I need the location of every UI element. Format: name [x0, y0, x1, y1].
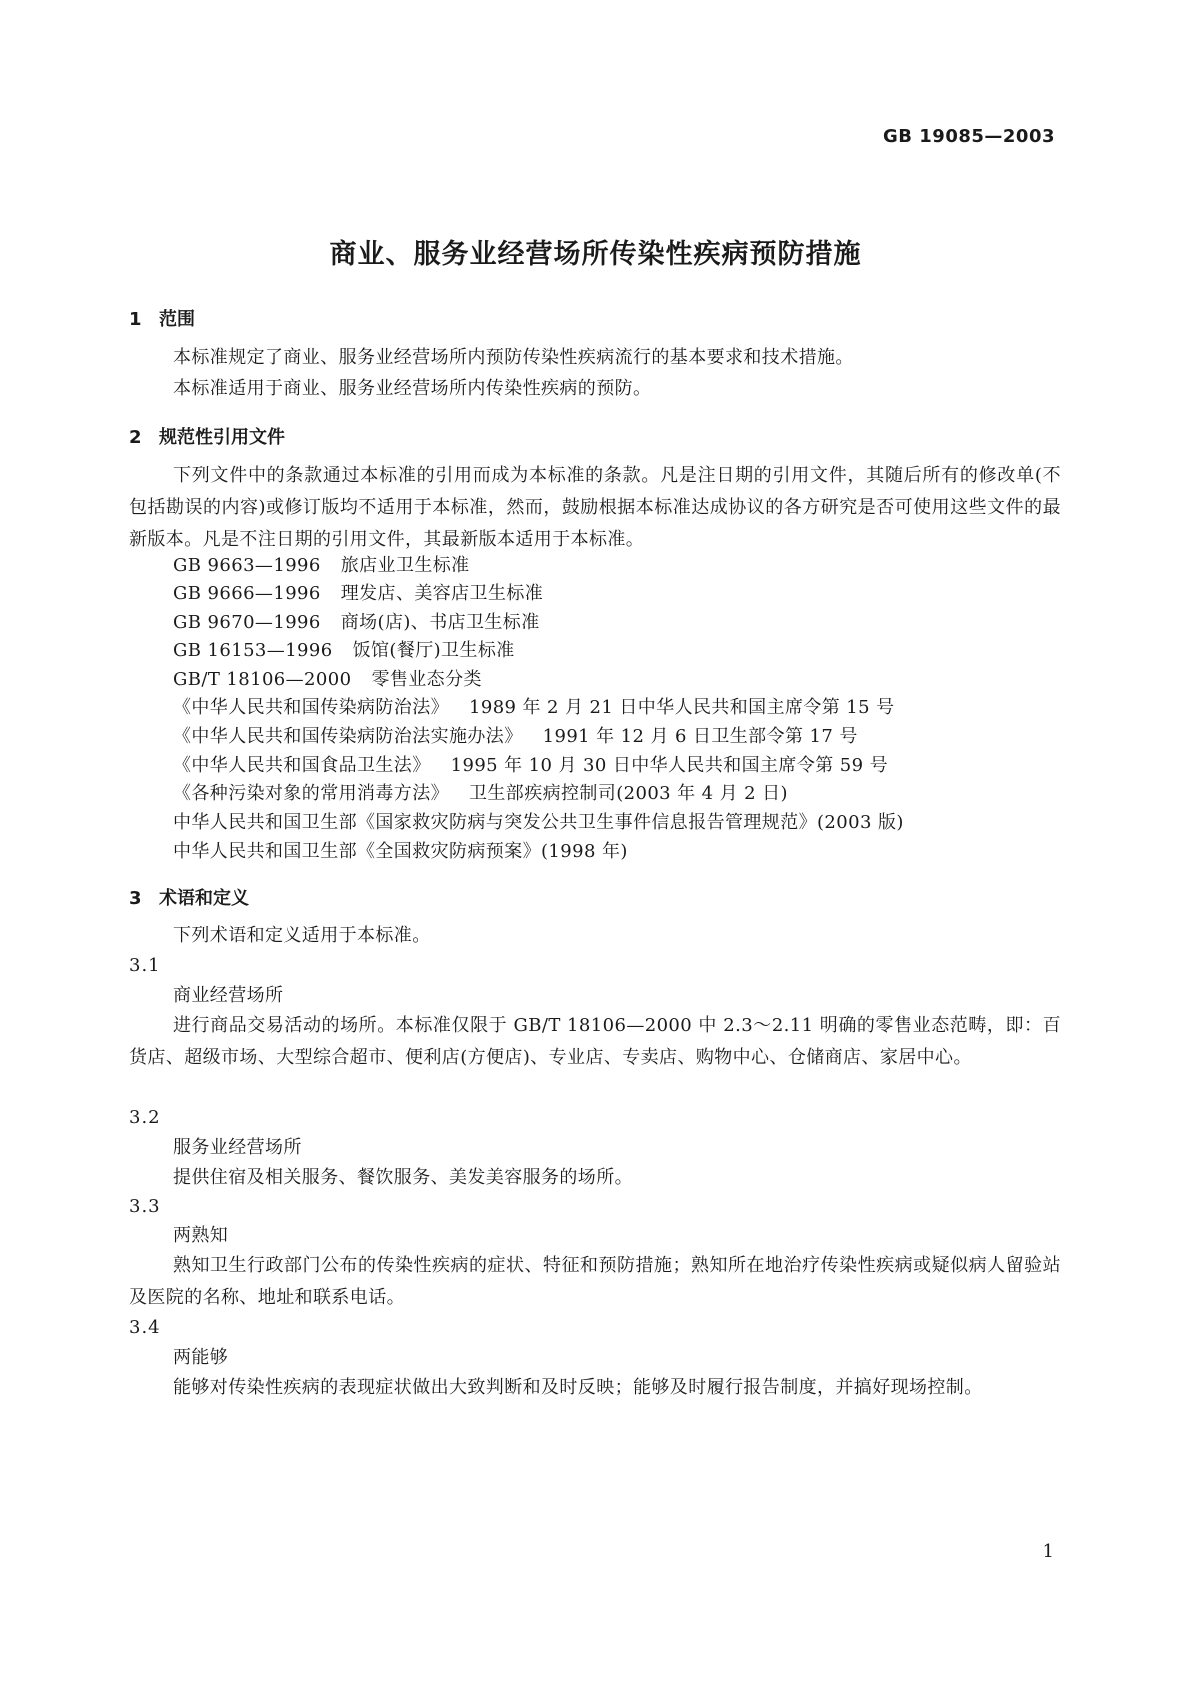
section-number: 2	[129, 427, 142, 448]
reference-item	[173, 721, 858, 753]
reference-title: 卫生部疾病控制司(2003 年 4 月 2 日)	[469, 783, 788, 804]
section-number: 3	[129, 888, 142, 909]
page-number: 1	[1042, 1541, 1054, 1562]
reference-item: 中华人民共和国卫生部《全国救灾防病预案》(1998 年)	[173, 841, 628, 862]
reference-title: 1989 年 2 月 21 日中华人民共和国主席令第 15 号	[469, 697, 895, 718]
term-name: 商业经营场所	[173, 985, 284, 1006]
term-name: 两能够	[173, 1347, 229, 1368]
term-definition: 提供住宿及相关服务、餐饮服务、美发美容服务的场所。	[173, 1167, 633, 1188]
reference-code: GB/T 18106—2000	[173, 669, 352, 690]
reference-item	[173, 578, 543, 610]
section-2-intro: 下列文件中的条款通过本标准的引用而成为本标准的条款。凡是注日期的引用文件，其随后所有的修改单(不包括勘误的内容)或修订版均不适用于本标准，然而，鼓励根据本标准达成协议的各方研究是否可使用这些文件的最新版本。凡是不注日期的引用文件，其最新版本适用于本标准。	[129, 465, 1061, 550]
reference-item: 中华人民共和国卫生部《国家救灾防病与突发公共卫生事件信息报告管理规范》(2003 版)	[173, 812, 904, 833]
clause-number: 3.3	[129, 1196, 161, 1217]
reference-code: GB 9670—1996	[173, 612, 321, 633]
section-1-paragraph-2: 本标准适用于商业、服务业经营场所内传染性疾病的预防。	[173, 378, 652, 399]
section-1-heading	[129, 305, 195, 331]
reference-title: 旅店业卫生标准	[340, 555, 470, 576]
reference-title: 饭馆(餐厅)卫生标准	[352, 640, 515, 661]
reference-code: 《中华人民共和国食品卫生法》	[173, 755, 431, 776]
reference-code: 《各种污染对象的常用消毒方法》	[173, 783, 449, 804]
section-3-heading	[129, 884, 249, 910]
reference-code: GB 16153—1996	[173, 640, 333, 661]
reference-title: 商场(店)、书店卫生标准	[340, 612, 540, 633]
section-title: 范围	[159, 309, 195, 330]
clause-number: 3.1	[129, 955, 161, 976]
term-definition: 熟知卫生行政部门公布的传染性疾病的症状、特征和预防措施；熟知所在地治疗传染性疾病或疑似病人留验站及医院的名称、地址和联系电话。	[129, 1255, 1061, 1308]
reference-title: 1991 年 12 月 6 日卫生部令第 17 号	[542, 726, 858, 747]
reference-title: 零售业态分类	[371, 669, 482, 690]
reference-item	[173, 692, 895, 724]
reference-item	[173, 778, 788, 810]
reference-title: 理发店、美容店卫生标准	[340, 583, 544, 604]
section-1-paragraph-1: 本标准规定了商业、服务业经营场所内预防传染性疾病流行的基本要求和技术措施。	[173, 347, 854, 368]
reference-code: GB 9663—1996	[173, 555, 321, 576]
term-definition: 能够对传染性疾病的表现症状做出大致判断和及时反映；能够及时履行报告制度，并搞好现场控制。	[173, 1377, 983, 1398]
term-name: 两熟知	[173, 1225, 229, 1246]
section-3-intro: 下列术语和定义适用于本标准。	[173, 925, 431, 946]
reference-title: 1995 年 10 月 30 日中华人民共和国主席令第 59 号	[450, 755, 888, 776]
section-title: 术语和定义	[159, 888, 249, 909]
reference-item	[173, 635, 515, 667]
term-name: 服务业经营场所	[173, 1137, 302, 1158]
reference-code: 《中华人民共和国传染病防治法》	[173, 697, 449, 718]
clause-number: 3.4	[129, 1317, 161, 1338]
document-title: 商业、服务业经营场所传染性疾病预防措施	[329, 239, 862, 270]
reference-code: 《中华人民共和国传染病防治法实施办法》	[173, 726, 523, 747]
reference-code: GB 9666—1996	[173, 583, 321, 604]
section-title: 规范性引用文件	[159, 427, 285, 448]
standard-code: GB 19085—2003	[883, 126, 1055, 147]
section-number: 1	[129, 309, 142, 330]
section-2-heading	[129, 423, 285, 449]
term-definition: 进行商品交易活动的场所。本标准仅限于 GB/T 18106—2000 中 2.3～2.11 明确的零售业态范畴，即：百货店、超级市场、大型综合超市、便利店(方便店)、专业店、专卖店、购物中心、仓储商店、家居中心。	[129, 1015, 1061, 1068]
clause-number: 3.2	[129, 1107, 161, 1128]
